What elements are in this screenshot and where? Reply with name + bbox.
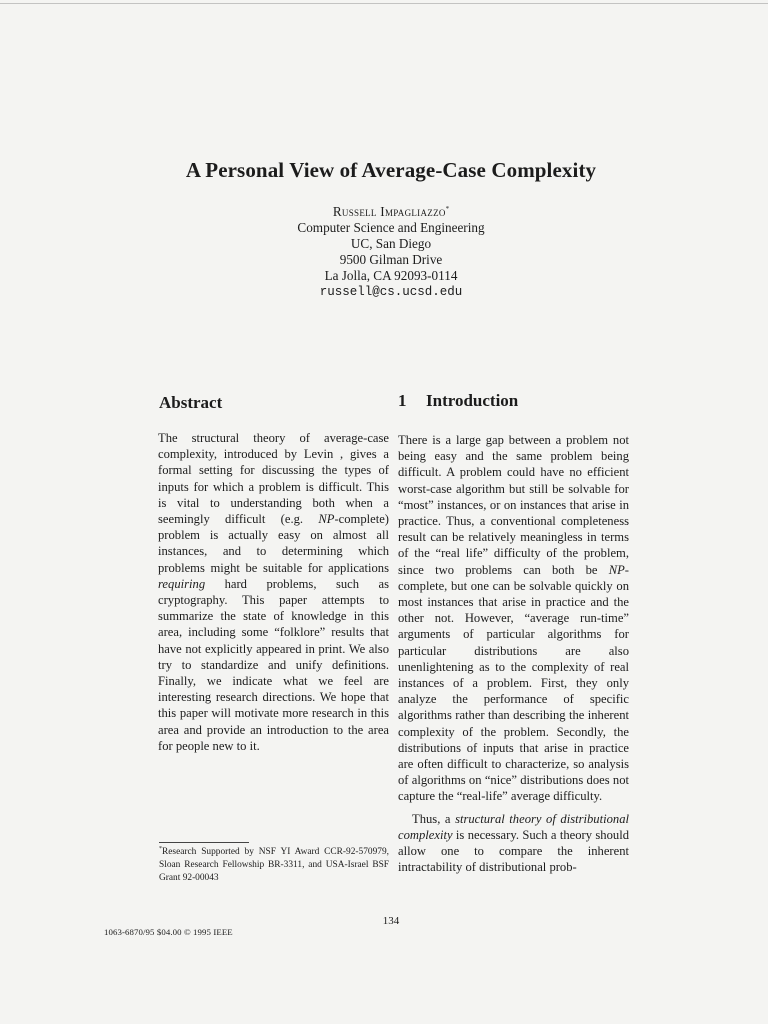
author-email: russell@cs.ucsd.edu — [319, 285, 463, 299]
abstract-emphasis: requiring — [158, 576, 206, 591]
intro-paragraph-1 — [398, 432, 629, 805]
abstract-heading: Abstract — [159, 393, 223, 412]
section-title: Introduction — [426, 391, 519, 410]
affiliation-university: UC, San Diego — [350, 236, 432, 251]
section-number: 1 — [398, 391, 407, 410]
page-number: 134 — [382, 915, 400, 927]
intro-text: - complete, but one can be solvable quickly on most instances that arise in practice and the other not. However, “average run-time” arguments of particular algorithms for particular distributions are also unenlightening as to the complexity of real instances of a problem. First, they only analyze the performance of specific algorithms rather than describing the inherent complexity of the problem. Secondly, the distributions of inputs that arise in practice are often difficult to characterize, so analysis of algorithms on “nice” distributions does not capture the “real-life” average difficulty. — [398, 562, 629, 804]
abstract-paragraph — [158, 430, 389, 754]
author-footnote-mark: * — [445, 205, 450, 213]
copyright-line: 1063-6870/95 $04.00 © 1995 IEEE — [104, 927, 233, 937]
abstract-math-np: NP — [318, 512, 335, 527]
author-block — [0, 201, 768, 300]
intro-emphasis: structural theory of distributional complexity — [398, 811, 629, 842]
abstract-text: hard problems, such as cryptography. This paper attempts to summarize the state of knowledge in this area, including some “folklore” results that have not explicitly appeared in print. We also try to standardize and unify definitions. Finally, we indicate what we feel are interesting research directions. We hope that this paper will motivate more research in this area and provide an introduction to the area for people new to it. — [158, 576, 389, 753]
author-line — [0, 201, 768, 220]
affiliation-department: Computer Science and Engineering — [297, 220, 485, 235]
paper-title: A Personal View of Average-Case Complexity — [185, 158, 597, 182]
footnote — [159, 843, 389, 886]
abstract-text: The structural theory of average-case complexity, introduced by Levin , gives a formal setting for discussing the types of inputs for which a problem is difficult. This is vital to understanding both when a seemingly difficult (e.g. — [158, 431, 389, 527]
author-name: Russell Impagliazzo — [332, 204, 446, 219]
intro-text: There is a large gap between a problem not being easy and the same problem being difficult. A problem could have no efficient worst-case algorithm but still be solvable for “most” instances, or on instances that arise in practice. Thus, a conventional completeness result can be relatively meaningless in terms of the “real life” difficulty of the problem, since two problems can both be — [398, 433, 629, 577]
affiliation-street: 9500 Gilman Drive — [339, 252, 443, 267]
introduction-heading — [398, 391, 518, 411]
intro-text: is necessary. Such a theory should allow one to compare the inherent intractability of distributional prob- — [398, 827, 629, 875]
intro-paragraph-2 — [398, 811, 629, 876]
footnote-text: Research Supported by NSF YI Award CCR-92-570979, Sloan Research Fellowship BR-3311, and USA-Israel BSF Grant 92-00043 — [159, 847, 389, 884]
affiliation-city: La Jolla, CA 92093-0114 — [324, 268, 458, 283]
scan-edge-line — [0, 3, 768, 4]
footnote-mark: * — [159, 846, 162, 852]
intro-math-np: NP — [608, 562, 625, 577]
abstract-text: -complete) problem is actually easy on almost all instances, and to determining which problems might be suitable for applications — [158, 512, 389, 575]
introduction-body — [398, 432, 629, 875]
intro-text: Thus, a — [412, 811, 456, 826]
abstract-body — [158, 430, 389, 754]
